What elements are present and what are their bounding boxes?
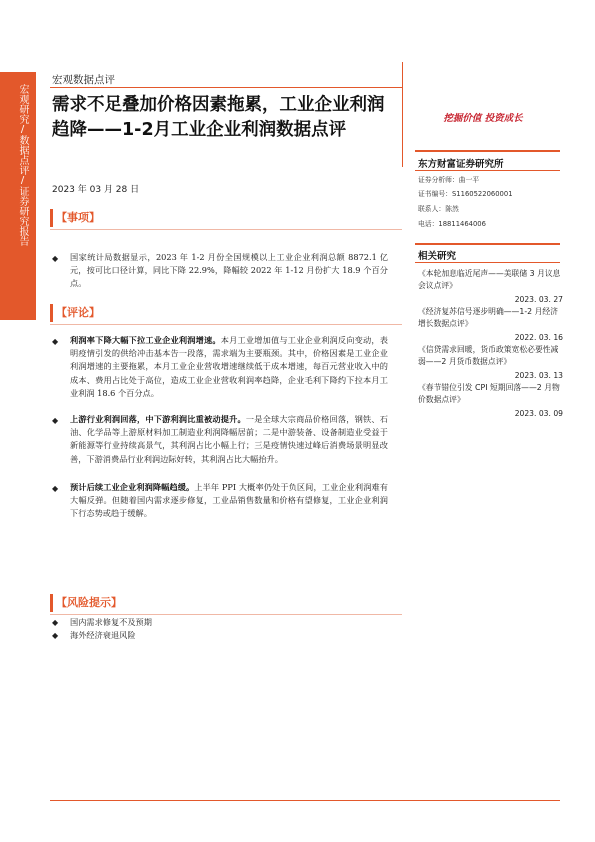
comment-lead: 预计后续工业企业利润降幅趋缓。 — [70, 482, 195, 492]
report-date: 2023 年 03 月 28 日 — [52, 185, 140, 195]
comment-body: 一是全球大宗商品价格回落，钢铁、石油、化学品等上游原材料加工制造业利润降幅居前；二是中游装备、设备制造业受益于新能源等行业持续高景气，其利润占比小幅上行；三是疫情快速过峰后消费场景明显改善，下游消费品行业利润边际好转，其利润占比大幅抬升。 — [70, 414, 388, 464]
contact-label: 联系人： — [418, 205, 446, 213]
header-vertical-divider — [402, 62, 403, 167]
diamond-bullet-icon: ◆ — [52, 337, 59, 346]
certificate-label: 证书编号： — [418, 190, 452, 198]
diamond-bullet-icon: ◆ — [52, 254, 59, 263]
title-divider — [50, 87, 402, 88]
related-report-title[interactable]: 《经济复苏信号逐步明确——1-2 月经济增长数据点评》 — [418, 307, 558, 328]
analyst-name: 曲一平 — [458, 176, 480, 184]
contact-row — [418, 203, 459, 213]
section-divider — [50, 324, 402, 325]
diamond-bullet-icon: ◆ — [52, 484, 59, 493]
right-column-divider — [415, 243, 560, 245]
event-paragraph: 国家统计局数据显示，2023 年 1-2 月份全国规模以上工业企业利润总额 8872.1 亿元，按可比口径计算，同比下降 22.9%，降幅较 2022 年 1-12 月份扩大 18.9 个百分点。 — [70, 252, 388, 289]
slogan: 挖掘价值 投资成长 — [443, 113, 523, 124]
page-title: 需求不足叠加价格因素拖累，工业企业利润趋降——1-2月工业企业利润数据点评 — [52, 95, 385, 140]
phone-label: 电话： — [418, 220, 439, 228]
contact-name: 陈然 — [445, 205, 459, 213]
section-heading-risks — [50, 594, 160, 612]
analyst-row — [418, 174, 479, 184]
phone-row — [418, 218, 486, 228]
sidebar-label: 宏观研究/数据点评/证券研究报告 — [17, 84, 28, 246]
related-report-date: 2023. 03. 09 — [514, 409, 563, 418]
footer-divider — [50, 800, 560, 801]
risk-item: 海外经济衰退风险 — [70, 630, 136, 640]
certificate-row — [418, 188, 513, 198]
related-report-title[interactable]: 《春节错位引发 CPI 短期回落——2 月物价数据点评》 — [418, 383, 560, 404]
comment-paragraph — [70, 413, 388, 466]
section-heading-comments-text: 【评论】 — [56, 306, 100, 319]
diamond-bullet-icon: ◆ — [52, 618, 59, 627]
sidebar — [0, 0, 36, 842]
section-divider — [50, 614, 402, 615]
related-report-date: 2023. 03. 13 — [514, 371, 563, 380]
comment-lead: 上游行业利润回落，中下游利润比重被动提升。 — [70, 414, 246, 424]
certificate-number: S1160522060001 — [451, 190, 513, 198]
risk-item: 国内需求修复不及预期 — [70, 617, 152, 627]
phone-number: 18811464006 — [438, 220, 486, 228]
comment-lead: 利润率下降大幅下拉工业企业利润增速。 — [70, 335, 221, 345]
comment-body: 本月工业增加值与工业企业利润反向变动，表明疫情引发的供给冲击基本告一段落，需求端为主要瓶颈。其中，价格因素是工业企业利润增速的主要拖累，本月工业企业营收增速继续低于成本增速，每百元营业收入中的成本、费用占比处于高位，造成工业企业营收利润率趋降，企业毛利下降约下拉本月工业利润 18.6 个百分点。 — [70, 335, 388, 398]
related-report-date: 2022. 03. 16 — [514, 333, 563, 342]
related-report-title[interactable]: 《信贷需求回暖，货币政策宽松必要性减弱——2 月货币数据点评》 — [418, 345, 559, 366]
analyst-label: 证券分析师： — [418, 176, 459, 184]
diamond-bullet-icon: ◆ — [52, 631, 59, 640]
related-report-title[interactable]: 《本轮加息临近尾声——美联储 3 月议息会议点评》 — [418, 269, 561, 290]
section-heading-risks-text: 【风险提示】 — [56, 596, 122, 609]
section-heading-events-text: 【事项】 — [56, 211, 100, 224]
report-category: 宏观数据点评 — [52, 74, 115, 86]
right-column-divider — [415, 262, 560, 263]
right-column-divider — [415, 150, 560, 152]
organization-name: 东方财富证券研究所 — [418, 159, 504, 170]
diamond-bullet-icon: ◆ — [52, 416, 59, 425]
related-report-date: 2023. 03. 27 — [514, 295, 563, 304]
comment-paragraph — [70, 481, 388, 521]
comment-body: 上半年 PPI 大概率仍处于负区间，工业企业利润难有大幅反弹。但随着国内需求逐步修复，工业品销售数量和价格有望修复，工业企业利润下行态势或趋于缓解。 — [70, 482, 388, 519]
section-heading-events — [50, 209, 130, 227]
section-divider — [50, 229, 402, 230]
related-research-heading: 相关研究 — [418, 251, 457, 262]
comment-paragraph — [70, 334, 388, 400]
section-heading-comments — [50, 304, 130, 322]
right-column-divider — [415, 170, 560, 171]
